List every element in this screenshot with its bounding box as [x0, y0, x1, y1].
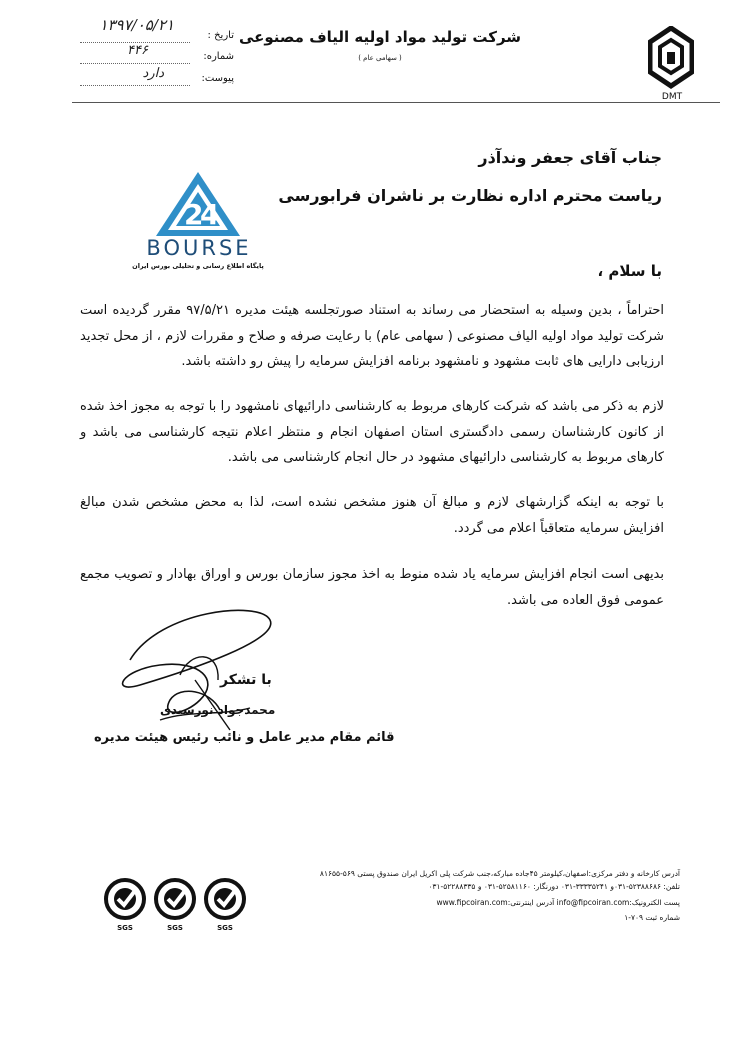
company-type: ( سهامی عام ) — [358, 54, 402, 62]
number-label: شماره: — [203, 51, 234, 62]
signature-title: قائم مقام مدیر عامل و نائب رئیس هیئت مدیره — [94, 730, 395, 745]
greeting: با سلام ، — [597, 262, 662, 280]
bourse-logo-word: BOURSE — [146, 236, 252, 260]
sgs-label: SGS — [167, 924, 183, 932]
footer-phone: تلفن: ۵۲۳۸۸۶۸۶-۰۳۱و ۳۳۳۳۵۲۴۱-۰۳۱ دورنگار: ۵۲۵۸۱۱۶۰-۰۳۱ و ۵۲۲۸۸۳۳۵-۰۳۱ — [428, 882, 680, 891]
footer-address: آدرس کارخانه و دفتر مرکزی:اصفهان،کیلومتر ۴۵جاده مبارکه،جنب شرکت پلی اکریل ایران صندوق پستی ۵۶۹-۸۱۶۵۵ — [319, 869, 680, 878]
sgs-check-icon — [154, 878, 196, 920]
letter-meta — [72, 18, 234, 98]
sgs-badge-3 — [204, 878, 246, 932]
date-value: ۱۳۹۷/۰۵/۲۱ — [99, 16, 174, 34]
header-divider — [72, 102, 720, 103]
sgs-label: SGS — [217, 924, 233, 932]
dmt-logo-icon — [648, 26, 694, 90]
company-name: شرکت تولید مواد اولیه الیاف مصنوعی — [238, 28, 522, 46]
sgs-label: SGS — [117, 924, 133, 932]
footer-registration: شماره ثبت ۷۰۹-۱ — [624, 913, 680, 922]
attachment-value: دارد — [142, 66, 164, 81]
body-paragraph-3: با توجه به اینکه گزارشهای لازم و مبالغ آن هنوز مشخص نشده است، لذا به محض مشخص شدن مبالغ افزایش سرمایه متعاقباً اعلام می گردد. — [80, 495, 664, 536]
body-paragraph-4: بدیهی است انجام افزایش سرمایه یاد شده منوط به اخذ مجوز سازمان بورس و اوراق بهادار و تصویب مجمع عمومی فوق العاده می باشد. — [80, 567, 664, 608]
sgs-check-icon — [104, 878, 146, 920]
handwritten-signature — [100, 590, 290, 740]
body-paragraph-1: احتراماً ، بدین وسیله به استحضار می رساند به استناد صورتجلسه هیئت مدیره ۹۷/۵/۲۱ مقرر گردیده است شرکت تولید مواد اولیه الیاف مصنوعی ( سهامی عام) با رعایت صرفه و صلاح و مقررات لازم ، از محل تجدید ارزیابی دارایی های ثابت مشهود و نامشهود برنامه افزایش سرمایه را پیش رو داشته باشد. — [80, 303, 664, 369]
date-label: تاریخ : — [207, 30, 234, 41]
number-line — [80, 63, 190, 64]
footer-email-web: پست الکترونیک:info@fipcoiran.com آدرس اینترنتی:www.fipcoiran.com — [436, 898, 680, 907]
svg-text:2: 2 — [184, 198, 204, 231]
bourse-logo-subtitle: پایگاه اطلاع رسانی و تحلیلی بورس ایران — [132, 262, 264, 270]
signature-thanks: با تشکر — [220, 672, 272, 688]
sgs-badge-1 — [104, 878, 146, 932]
sgs-badge-2 — [154, 878, 196, 932]
svg-text:4: 4 — [200, 198, 220, 231]
attachment-line — [80, 85, 190, 86]
attachment-label: پیوست: — [201, 73, 234, 84]
certification-badges — [104, 878, 284, 938]
addressee-name: جناب آقای جعفر وندآذر — [478, 148, 662, 167]
number-value: ۴۴۶ — [127, 43, 148, 58]
sgs-check-icon — [204, 878, 246, 920]
addressee-title: ریاست محترم اداره نظارت بر ناشران فرابورسی — [278, 186, 662, 205]
dmt-logo-text: DMT — [661, 92, 683, 102]
signature-name: محمدجواد نورسیدی — [160, 703, 276, 717]
body-paragraph-2: لازم به ذکر می باشد که شرکت کارهای مربوط به کارشناسی دارائیهای نامشهود را با توجه به مجوز اخذ شده از کانون کارشناسان رسمی دادگستری استان اصفهان انجام و منتظر اعلام نتیجه کارشناسی می باشد و کارهای مربوط به کارشناسی دارائیهای مشهود در حال انجام کارشناسی می باشد. — [80, 399, 664, 465]
